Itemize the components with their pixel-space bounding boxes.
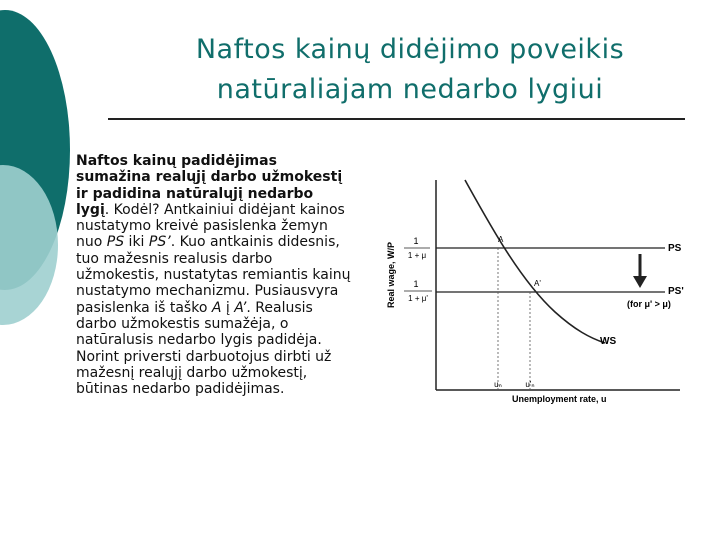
text-point-a: A	[211, 299, 222, 316]
text-part-3: . Kuo antkainis didesnis, tuo mažesnis realusis darbo užmokestis, nustatytas remiantis kainų nustatymo mechanizmu. Pusiausvyra pasislenka iš taško	[76, 234, 351, 316]
ps-prime-label: PS'	[668, 286, 684, 297]
text-part-1: . Kodėl? Antkainiui didėjant kainos nustatymo kreivė pasislenka žemyn nuo	[76, 201, 345, 251]
text-part-5: . Realusis darbo užmokestis sumažėja, o natūralusis nedarbo lygis padidėja. Norint priversti darbuotojus dirbti už mažesnį realųjį darbo užmokestį, būtinas nedarbo padidėjimas.	[76, 299, 332, 398]
slide-title	[110, 30, 710, 110]
body-text	[76, 153, 351, 397]
x-axis-label: Unemployment rate, u	[512, 394, 607, 404]
frac1-denominator: 1 + μ	[407, 251, 427, 260]
tick-un: uₙ	[494, 380, 502, 389]
point-a-label: A	[498, 235, 504, 244]
text-part-4: į	[221, 299, 235, 316]
bold-lead: Naftos kainų padidėjimas sumažina realųjį darbo užmokestį ir padidina natūralųjį nedarbo lygį	[76, 153, 343, 218]
ws-curve	[465, 180, 605, 343]
frac1-numerator: 1	[413, 236, 419, 246]
title-line-2: natūraliajam nedarbo lygiui	[216, 74, 604, 105]
y-axis-label: Real wage, W/P	[386, 241, 396, 309]
text-ps-prime: PS’	[148, 234, 171, 251]
oil-price-diagram	[380, 170, 700, 410]
text-ps: PS	[106, 234, 125, 251]
shift-arrow-head	[633, 276, 647, 288]
text-part-2: iki	[124, 234, 149, 251]
tick-un-prime: u'ₙ	[525, 380, 535, 389]
text-point-a-prime: A’	[234, 299, 247, 316]
title-divider	[108, 118, 685, 120]
ws-label: WS	[600, 336, 617, 347]
mu-note: (for μ' > μ)	[627, 299, 671, 309]
frac2-numerator: 1	[413, 279, 419, 289]
frac2-denominator: 1 + μ'	[408, 294, 428, 303]
title-line-1: Naftos kainų didėjimo poveikis	[195, 34, 625, 65]
point-a-prime-label: A'	[534, 279, 541, 288]
ps-label: PS	[668, 243, 682, 254]
